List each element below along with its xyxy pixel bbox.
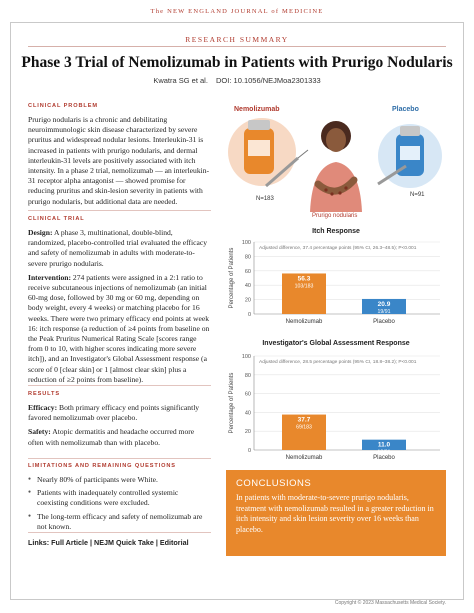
x-category-label: Nemolizumab [285,319,323,325]
y-tick-label: 60 [244,268,251,275]
nemolizumab-label: Nemolizumab [234,106,280,113]
intervention-text: 274 patients were assigned in a 2:1 ratio to receive subcutaneous injections of nemolizumab (an initial 60-mg dose, followed by 30 mg or 60 mg, depending on body weight, every 4 weeks) or matching placebo for 16 weeks. There were two primary efficacy end points at week 16: itch response (a reduction of ≥4 points from baseline on the Peak Pruritus Numerical Rating Scale [scores range from 0 to 10, with higher scores indicating more severe itch]), and an Investigator's Global Assessment response (a score of 0 [clear skin] or 1 [almost clear skin] plus a reduction of ≥2 points from baseline). [28,272,210,384]
header-divider [28,46,446,47]
section-divider [28,458,211,459]
y-tick-label: 40 [244,283,251,290]
efficacy-paragraph [28,403,211,423]
limitation-item: ● Patients with inadequately controlled systemic coexisting conditions were excluded. [28,488,211,508]
placebo-vial-label [400,146,420,160]
nemolizumab-n: N=183 [256,196,274,202]
design-label: Design: [28,228,53,237]
placebo-n: N=91 [410,192,425,198]
conclusions-text: In patients with moderate-to-severe prurigo nodularis, treatment with nemolizumab resulted in a greater reduction in itch intensity and skin lesion severity over 16 weeks than placebo. [236,493,434,534]
clinical-trial-heading: CLINICAL TRIAL [28,216,85,222]
authors: Kwatra SG et al. [153,76,208,85]
syringe-needle [298,150,308,158]
y-tick-label: 100 [241,240,251,246]
y-tick-label: 40 [244,410,251,417]
intervention-paragraph [28,273,211,385]
bar-count-label: 103/183 [294,283,314,290]
iga-response-chart [226,352,446,464]
limitations-section [28,463,211,535]
clinical-trial-section [28,216,211,389]
bar-value-label: 11.0 [377,441,391,449]
bar-count-label: 10/91 [377,449,391,456]
illustration-graphic [226,100,446,220]
adjusted-difference-note: Adjusted difference, 28.5 percentage points (95% CI, 18.8–38.2); P<0.001 [259,360,417,365]
y-tick-label: 60 [244,391,251,398]
nodule [344,186,347,189]
section-divider [28,385,211,386]
y-tick-label: 80 [244,372,251,379]
prurigo-label: Prurigo nodularis [312,213,358,219]
itch-response-title: Itch Response [312,228,360,235]
links-row[interactable]: Links: Full Article | NEJM Quick Take | Editorial [28,538,189,547]
y-axis-label: Percentage of Patients [229,247,235,309]
bar-count-label: 19/91 [377,308,391,315]
y-tick-label: 0 [247,312,251,318]
research-summary-label: RESEARCH SUMMARY [185,35,289,44]
nodule [330,192,333,195]
y-tick-label: 0 [247,448,251,454]
results-section [28,391,211,452]
bar-value-label: 20.9 [377,300,391,308]
safety-text: Atopic dermatitis and headache occurred more often with nemolizumab than with placebo. [28,427,195,447]
adjusted-difference-note: Adjusted difference, 37.4 percentage points (95% CI, 26.3–48.5); P<0.001 [259,246,417,251]
limitations-heading: LIMITATIONS AND REMAINING QUESTIONS [28,463,176,469]
x-category-label: Placebo [373,455,395,461]
y-axis-label: Percentage of Patients [229,372,235,434]
placebo-vial-cap [400,126,420,136]
doi-link[interactable]: DOI: 10.1056/NEJMoa2301333 [216,76,321,85]
nemolizumab-vial-cap [248,120,270,130]
intervention-label: Intervention: [28,272,72,282]
bar-value-label: 37.7 [297,416,311,424]
trial-illustration [226,100,446,220]
page-title: Phase 3 Trial of Nemolizumab in Patients with Prurigo Nodularis [21,54,453,71]
itch-response-svg [226,238,446,328]
nodule [338,191,341,194]
nemolizumab-vial-label [248,140,270,156]
nodule [324,188,327,191]
efficacy-text: Both primary efficacy end points significantly favored nemolizumab over placebo. [28,403,200,423]
clinical-problem-text: Prurigo nodularis is a chronic and debilitating neuroimmunologic skin disease characterized by severe pruritus and widespread nodular lesions. Interleukin-31 is increased in patients with prurigo nodularis, and dermal interleukin-31 levels are positively associated with itch intensity. In a phase 2 trial, nemolizumab — an interleukin-31 receptor alpha antagonist — showed promise for reducing pruritus and skin-lesion severity in patients with prurigo nodularis, but additional data are needed. [28,115,210,206]
design-text: A phase 3, multinational, double-blind, randomized, placebo-controlled trial evaluated the efficacy and safety of nemolizumab in adults with moderate-to-severe prurigo nodularis. [28,228,208,268]
x-category-label: Nemolizumab [285,455,323,461]
safety-label: Safety: [28,427,51,437]
design-paragraph [28,228,211,269]
patient-head [326,128,346,152]
itch-response-chart [226,238,446,328]
y-tick-label: 100 [241,354,251,360]
iga-response-title: Investigator's Global Assessment Response [262,340,410,347]
iga-response-svg [226,352,446,464]
clinical-problem-section [28,103,211,207]
clinical-problem-heading: CLINICAL PROBLEM [28,103,98,109]
copyright: Copyright © 2023 Massachusetts Medical Society. [334,600,446,606]
journal-masthead: The NEW ENGLAND JOURNAL of MEDICINE [150,8,324,15]
author-line [0,76,474,85]
y-tick-label: 20 [244,429,251,436]
section-divider [28,210,211,211]
efficacy-label: Efficacy: [28,403,58,412]
placebo-label: Placebo [392,106,419,113]
section-divider [28,532,211,533]
conclusions-heading: CONCLUSIONS [236,478,312,489]
bar-count-label: 69/183 [296,424,312,431]
limitation-item: ● The long-term efficacy and safety of nemolizumab are not known. [28,512,211,532]
safety-paragraph [28,427,211,447]
results-heading: RESULTS [28,391,60,397]
conclusions-box [226,470,446,556]
x-category-label: Placebo [373,319,395,325]
limitation-item: ● Nearly 80% of participants were White. [28,475,211,485]
y-tick-label: 80 [244,254,251,261]
y-tick-label: 20 [244,297,251,304]
bar-value-label: 56.3 [297,275,311,283]
